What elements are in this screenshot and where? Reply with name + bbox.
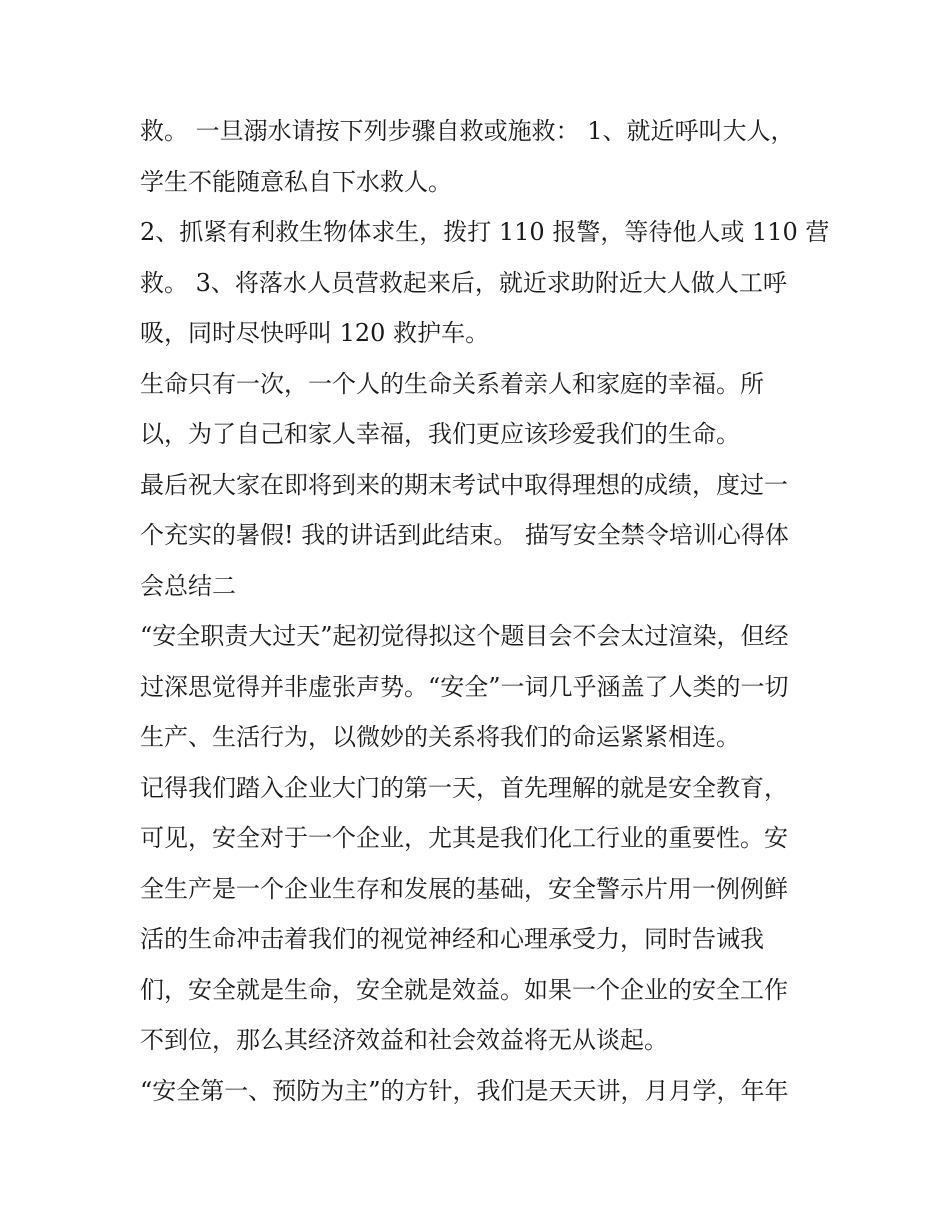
paragraph-safety-duty (140, 611, 815, 763)
text-line: 记得我们踏入企业大门的第一天，首先理解的就是安全教育， (140, 773, 788, 802)
text-line: 会总结二 (140, 571, 236, 600)
text-line: 2、抓紧有利救生物体求生，拨打 110 报警，等待他人或 110 营 (140, 218, 830, 246)
text-line: 不到位，那么其经济效益和社会效益将无从谈起。 (140, 1026, 668, 1054)
text-line: 可见，安全对于一个企业，尤其是我们化工行业的重要性。安 (140, 824, 788, 852)
text-line: “安全第一、预防为主”的方针，我们是天天讲，月月学，年年 (140, 1076, 789, 1105)
text-line: 最后祝大家在即将到来的期末考试中取得理想的成绩，度过一 (140, 470, 788, 499)
text-line: 生命只有一次，一个人的生命关系着亲人和家庭的幸福。所 (140, 369, 764, 398)
paragraph-closing-wishes (140, 460, 815, 612)
text-line: 学生不能随意私自下水救人。 (140, 167, 452, 196)
text-line: 吸，同时尽快呼叫 120 救护车。 (140, 319, 490, 347)
text-line: 们，安全就是生命，安全就是效益。如果一个企业的安全工作 (140, 975, 788, 1004)
paragraph-first-day (140, 763, 815, 1066)
paragraph-swimming-rescue (140, 106, 815, 207)
paragraph-life-once (140, 359, 815, 460)
text-line: 个充实的暑假! 我的讲话到此结束。 描写安全禁令培训心得体 (140, 521, 789, 549)
text-line: 活的生命冲击着我们的视觉神经和心理承受力，同时告诫我 (140, 925, 764, 953)
text-line: 救。 一旦溺水请按下列步骤自救或施救： 1、就近呼叫大人， (140, 117, 795, 145)
document-body (140, 106, 830, 1116)
text-line: 生产、生活行为，以微妙的关系将我们的命运紧紧相连。 (140, 723, 740, 751)
text-line: 全生产是一个企业生存和发展的基础，安全警示片用一例例鲜 (140, 874, 788, 903)
text-line: 以，为了自己和家人幸福，我们更应该珍爱我们的生命。 (140, 420, 740, 448)
text-line: 过深思觉得并非虚张声势。“安全”一词几乎涵盖了人类的一切 (140, 672, 789, 701)
text-line: 救。 3、将落水人员营救起来后，就近求助附近大人做人工呼 (140, 268, 787, 297)
paragraph-safety-first (140, 1066, 815, 1117)
paragraph-rescue-steps (140, 207, 830, 359)
text-line: “安全职责大过天”起初觉得拟这个题目会不会太过渲染，但经 (140, 622, 789, 650)
